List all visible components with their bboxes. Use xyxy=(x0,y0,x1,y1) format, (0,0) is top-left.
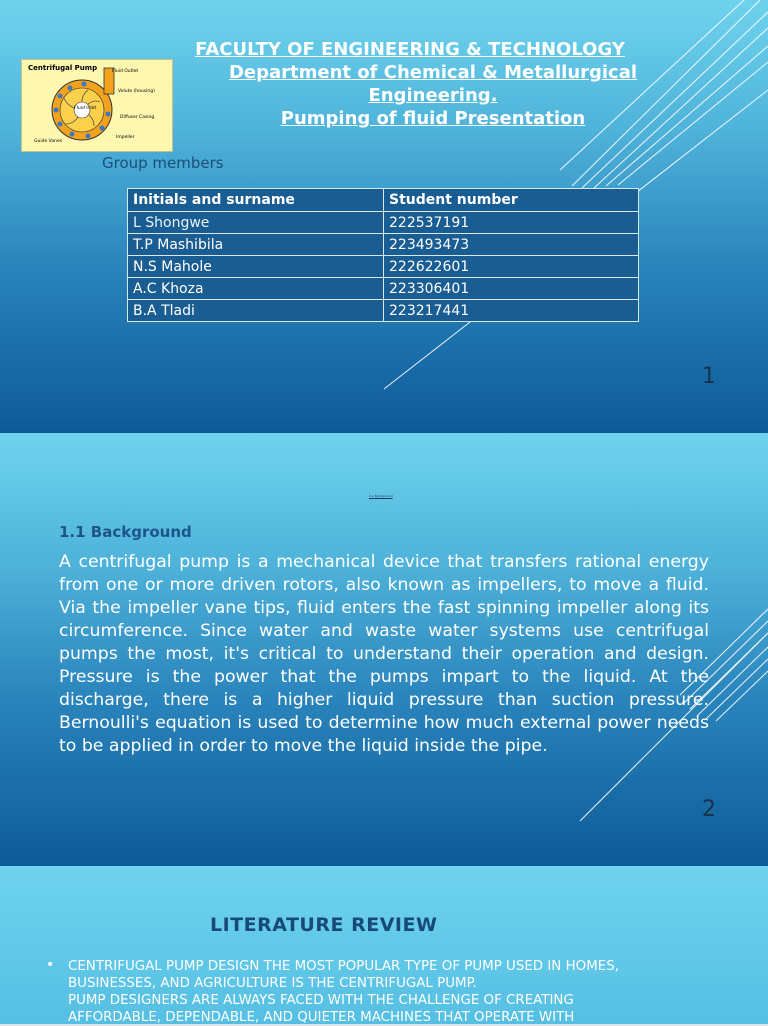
centrifugal-pump-diagram xyxy=(21,59,173,152)
logo-label: Guide Vanes xyxy=(34,139,63,144)
background-link[interactable]: 1.1 Background xyxy=(369,494,393,498)
literature-review-heading: LITERATURE REVIEW xyxy=(210,914,438,936)
department-title: Department of Chemical & Metallurgical xyxy=(228,62,638,83)
logo-label: Fluid Inlet xyxy=(74,106,97,111)
background-paragraph: A centrifugal pump is a mechanical device that transfers rational energy from one or more driven rotors, also known as impellers, to move a fluid. Via the impeller vane tips, fluid enters the fast spinning impeller along its circumference. Since water and waste water systems use centrifugal pumps the most, it's critical to understand their operation and design. Pressure is the power that the pumps impart to the liquid. At the discharge, there is a higher liquid pressure than suction pressure. Bernoulli's equation is used to determine how much external power needs to be applied in order to move the liquid inside the pipe. xyxy=(59,552,709,756)
table-row xyxy=(128,256,639,278)
table-row xyxy=(128,300,639,322)
member-name: A.C Khoza xyxy=(128,278,384,300)
department-title-cont: Engineering. xyxy=(368,85,498,106)
pump-illustration xyxy=(22,60,172,151)
logo-title: Centrifugal Pump xyxy=(28,64,98,72)
group-members-table xyxy=(127,188,639,322)
bullet-icon: • xyxy=(46,957,55,973)
presentation-title: Pumping of fluid Presentation xyxy=(280,108,586,129)
member-name: T.P Mashibila xyxy=(128,234,384,256)
table-row xyxy=(128,212,639,234)
column-header: Initials and surname xyxy=(128,189,384,212)
member-name: L Shongwe xyxy=(128,212,384,234)
student-number: 223306401 xyxy=(384,278,639,300)
page-number: 2 xyxy=(702,797,716,822)
column-header: Student number xyxy=(384,189,639,212)
table-row xyxy=(128,234,639,256)
logo-label: Volute (housing) xyxy=(118,89,155,94)
student-number: 223493473 xyxy=(384,234,639,256)
table-row xyxy=(128,278,639,300)
logo-label: Impeller xyxy=(116,135,135,140)
group-members-label: Group members xyxy=(102,154,224,172)
page-number: 1 xyxy=(702,364,716,389)
logo-label: Diffuser Casing xyxy=(120,115,155,120)
slide-1 xyxy=(0,0,768,433)
member-name: B.A Tladi xyxy=(128,300,384,322)
member-name: N.S Mahole xyxy=(128,256,384,278)
student-number: 223217441 xyxy=(384,300,639,322)
faculty-title: FACULTY OF ENGINEERING & TECHNOLOGY xyxy=(195,39,625,60)
table-header-row xyxy=(128,189,639,212)
student-number: 222622601 xyxy=(384,256,639,278)
section-heading: 1.1 Background xyxy=(59,523,192,541)
student-number: 222537191 xyxy=(384,212,639,234)
bullet-text: CENTRIFUGAL PUMP DESIGN THE MOST POPULAR TYPE OF PUMP USED IN HOMES, BUSINESSES, AND AGRICULTURE IS THE CENTRIFUGAL PUMP. PUMP DESIGNERS ARE ALWAYS FACED WITH THE CHALLENGE OF CREATING AFFORDABLE, DEPENDABLE, AND QUIETER MACHINES THAT OPERATE WITH xyxy=(68,959,619,1025)
logo-label: Fluid Outlet xyxy=(112,69,139,74)
